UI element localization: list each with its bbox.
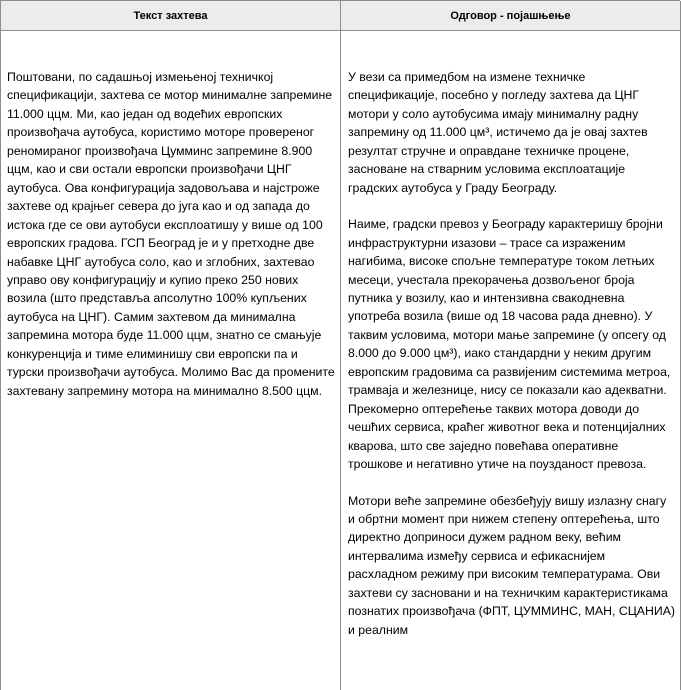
request-text-cell <box>7 68 336 418</box>
answer-paragraph: Наиме, градски превоз у Београду карактеришу бројни инфраструктурни изазови – трасе са израженим нагибима, високе спољне температуре током летњих месеци, учестала прекорачења дозвољеног броја путника у возилу, као и интензивна свакодневна употреба возила (више од 18 часова рада дневно). У таквим условима, мотори мање запремине (у опсегу од 8.000 до 9.000 цм³), иако стандардни у неким другим европским градовима са развијеним системима метроа, трамваја и железнице, нису се показали као адекватни. Прекомерно оптерећење таквих мотора доводи до чешћих сервиса, краћег животног века и потенцијалних кварова, што све заједно повећава оперативне трошкове и негативно утиче на поузданост превоза. <box>348 217 671 472</box>
request-column-header: Текст захтева <box>1 1 340 31</box>
answer-paragraph: У вези са примедбом на измене техничке спецификације, посебно у погледу захтева да ЦНГ мотори у соло аутобусима имају минималну радну запремину од 11.000 цм³, истичемо да је овај захтев резултат стручне и оправдане техничке процене, засноване на стварним условима експлоатације градских аутобуса у Граду Београду. <box>348 70 648 195</box>
answer-paragraph: Мотори веће запремине обезбеђују вишу излазну снагу и обртни момент при нижем степену оптерећења, што директно доприноси дужем радном веку, већим интервалима између сервиса и ефикаснијем расхладном режиму при високим температурама. Ови захтеви су засновани и на техничким карактеристикама познатих произвођача (ФПТ, ЦУММИНС, МАН, СЦАНИА) и реалним <box>348 493 676 637</box>
answer-text-cell <box>348 68 676 657</box>
request-text: Поштовани, по садашњој измењеној техничкој спецификацији, захтева се мотор минималне запремине 11.000 ццм. Ми, као један од водећих европских произвођача аутобуса, користимо моторе провереног реномираног произвођача Цумминс запремине 8.900 ццм, као и сви остали европски произвођачи ЦНГ аутобуса. Ова конфигурација задовољава и најстроже захтеве од крајњег севера до југа као и од запада до истока где се ови аутобуси експлоатишу у више од 100 европских градова. ГСП Београд је и у претходне две набавке ЦНГ аутобуса соло, као и зглобних, захтевао управо ову конфигурацију и купио преко 250 нових возила (што представља апсолутно 100% купљених аутобуса на ЦНГ). Самим захтевом да минимална запремина мотора буде 11.000 ццм, знатно се смањује конкуренција и тиме елиминишу сви европски па и турски произвођачи аутобуса. Молимо Вас да промените захтевану запремину мотора на минимално 8.500 ццм. <box>7 70 335 398</box>
answer-column <box>341 1 681 690</box>
request-column <box>1 1 341 690</box>
answer-column-header: Одговор - појашњење <box>341 1 680 31</box>
